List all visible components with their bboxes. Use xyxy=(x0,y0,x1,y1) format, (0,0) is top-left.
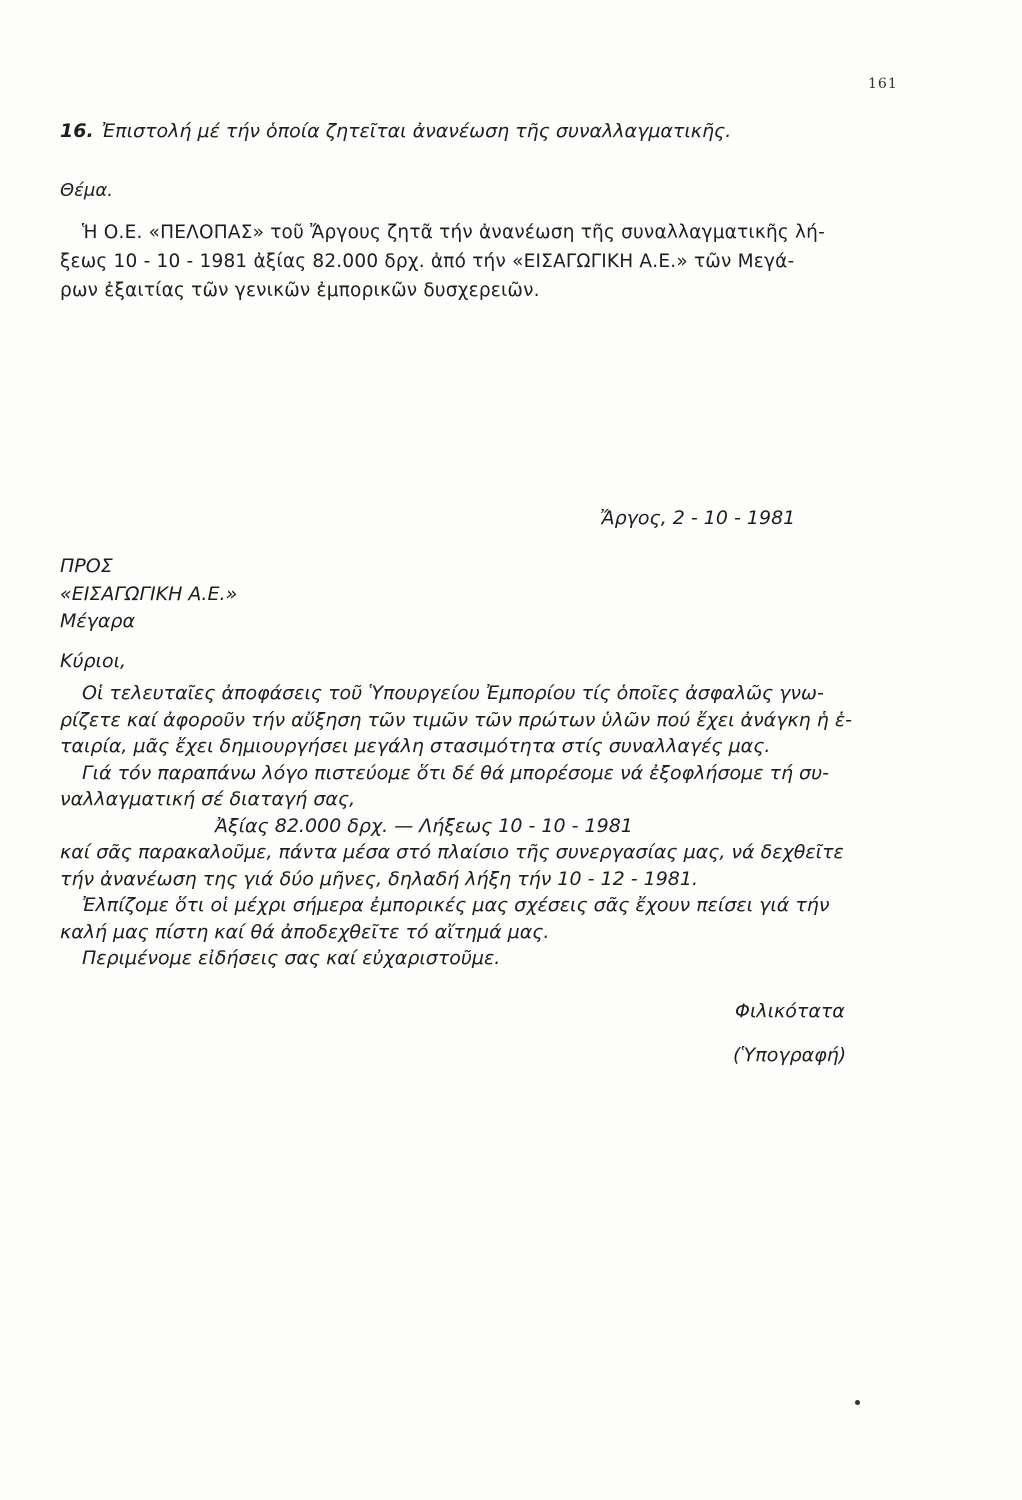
letter-closing: Φιλικότατα xyxy=(735,1000,845,1022)
body-line: καί σᾶς παρακαλοῦμε, πάντα μέσα στό πλαίσιο τῆς συνεργασίας μας, νά δεχθεῖτε xyxy=(60,841,844,863)
letter-salutation: Κύριοι, xyxy=(60,650,127,672)
letter-body xyxy=(60,680,900,972)
body-line: Περιμένομε εἰδήσεις σας καί εὐχαριστοῦμε. xyxy=(82,947,501,969)
theme-summary xyxy=(60,218,880,305)
body-line: ταιρία, μᾶς ἔχει δημιουργήσει μεγάλη στασιμότητα στίς συναλλαγές μας. xyxy=(60,735,771,757)
theme-line: Ἡ Ο.Ε. «ΠΕΛΟΠΑΣ» τοῦ Ἄργους ζητᾶ τήν ἀνανέωση τῆς συναλλαγματικῆς λή- xyxy=(82,222,825,243)
body-line: Οἱ τελευταῖες ἀποφάσεις τοῦ Ὑπουργείου Ἐμπορίου τίς ὁποῖες ἀσφαλῶς γνω- xyxy=(82,682,824,704)
heading-title: Ἐπιστολή μέ τήν ὁποία ζητεῖται ἀνανέωση τῆς συναλλαγματικῆς. xyxy=(101,120,732,142)
recipient-line: ΠΡΟΣ xyxy=(60,555,113,577)
letter-dateline: Ἄργος, 2 - 10 - 1981 xyxy=(600,507,796,529)
recipient-line: «ΕΙΣΑΓΩΓΙΚΗ Α.Ε.» xyxy=(60,583,238,605)
body-line-amount: Ἀξίας 82.000 δρχ. — Λήξεως 10 - 10 - 1981 xyxy=(215,814,633,837)
signature-placeholder: (Ὑπογραφή) xyxy=(733,1044,847,1066)
body-line: τήν ἀνανέωση της γιά δύο μῆνες, δηλαδή λήξη τήν 10 - 12 - 1981. xyxy=(60,867,699,890)
body-line: καλή μας πίστη καί θά ἀποδεχθεῖτε τό αἴτημά μας. xyxy=(60,920,550,943)
page-number: 161 xyxy=(868,76,898,92)
section-heading xyxy=(60,120,731,142)
theme-line: ξεως 10 - 10 - 1981 ἀξίας 82.000 δρχ. ἀπό τήν «ΕΙΣΑΓΩΓΙΚΗ Α.Ε.» τῶν Μεγά- xyxy=(60,251,795,272)
theme-line: ρων ἐξαιτίας τῶν γενικῶν ἐμπορικῶν δυσχερειῶν. xyxy=(60,280,540,301)
heading-number: 16. xyxy=(60,120,94,142)
body-line: Γιά τόν παραπάνω λόγο πιστεύομε ὅτι δέ θά μπορέσομε νά ἐξοφλήσομε τή συ- xyxy=(82,761,829,784)
body-line: ναλλαγματική σέ διαταγή σας, xyxy=(60,788,356,810)
theme-label: Θέμα. xyxy=(60,180,113,201)
body-line: Ἐλπίζομε ὅτι οἱ μέχρι σήμερα ἐμπορικές μας σχέσεις σᾶς ἔχουν πείσει γιά τήν xyxy=(82,894,830,916)
ink-speck xyxy=(855,1400,860,1405)
body-line: ρίζετε καί ἀφοροῦν τήν αὔξηση τῶν τιμῶν τῶν πρώτων ὑλῶν πού ἔχει ἀνάγκη ἡ ἑ- xyxy=(60,708,852,731)
recipient-line: Μέγαρα xyxy=(60,610,136,632)
